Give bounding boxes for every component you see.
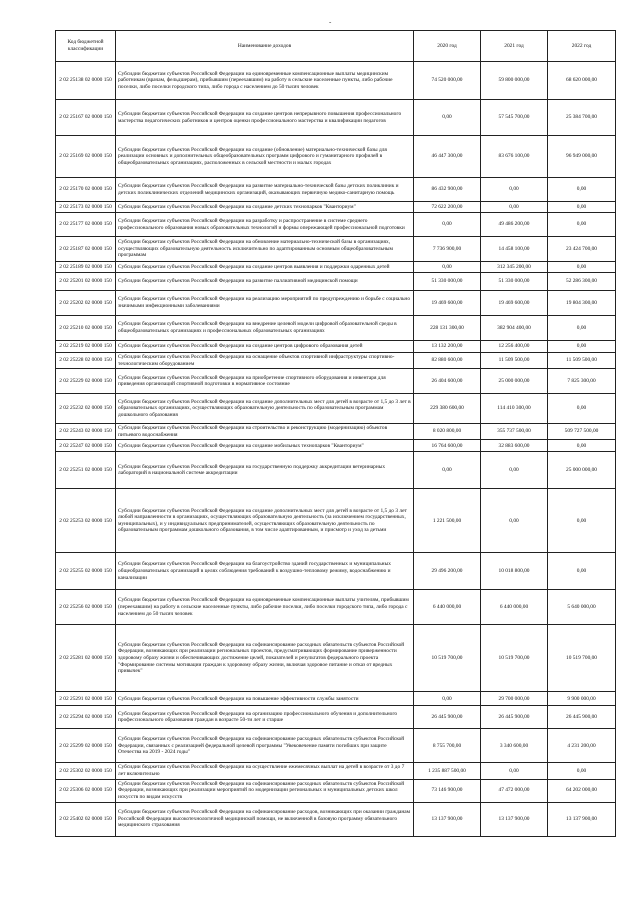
row-name-cell: Субсидии бюджетам субъектов Российской Федерации на создание центров непрерывного повышения профессионального мастерства педагогических работников и центров оценки профессионального мастерства и квалификации педагогов xyxy=(116,100,414,136)
row-value-2021-cell: 83 676 100,00 xyxy=(481,136,548,178)
row-value-2022-cell: 0,00 xyxy=(548,262,616,273)
header-2020: 2020 год xyxy=(414,31,481,62)
row-value-2020-cell: 6 440 000,00 xyxy=(414,590,481,625)
row-value-2020-cell: 0,00 xyxy=(414,262,481,273)
row-value-2020-cell: 73 146 900,00 xyxy=(414,779,481,802)
row-value-2020-cell: 13 132 200,00 xyxy=(414,341,481,353)
row-value-2020-cell: 7 736 900,00 xyxy=(414,237,481,262)
row-value-2020-cell: 229 380 600,00 xyxy=(414,394,481,424)
row-code-cell: 2 02 25189 02 0000 150 xyxy=(56,262,116,273)
row-value-2021-cell: 47 472 000,00 xyxy=(481,779,548,802)
row-value-2022-cell: 0,00 xyxy=(548,178,616,202)
table-row xyxy=(56,291,616,316)
header-2022: 2022 год xyxy=(548,31,616,62)
row-code-cell: 2 02 25228 02 0000 150 xyxy=(56,353,116,369)
row-value-2022-cell: 4 231 200,00 xyxy=(548,729,616,763)
row-value-2020-cell: 1 235 887 500,00 xyxy=(414,763,481,779)
row-name-cell: Субсидии бюджетам субъектов Российской Федерации на оснащение объектов спортивной инфраструктуры спортивно-технологическим оборудованием xyxy=(116,353,414,369)
row-value-2022-cell: 9 900 000,00 xyxy=(548,692,616,706)
row-value-2022-cell: 26 445 900,00 xyxy=(548,706,616,729)
table-row xyxy=(56,763,616,779)
row-code-cell: 2 02 25202 02 0000 150 xyxy=(56,291,116,316)
row-value-2022-cell: 96 949 000,00 xyxy=(548,136,616,178)
table-row xyxy=(56,779,616,802)
row-name-cell: Субсидии бюджетам субъектов Российской Федерации на софинансирование расходных обязательств субъектов Российской Федерации, связанных с реализацией федеральной целевой программы "Увековечение памяти погибших при защите Отечества на 2019 - 2024 годы" xyxy=(116,729,414,763)
row-name-cell: Субсидии бюджетам субъектов Российской Федерации на создание центров выявления и поддержки одаренных детей xyxy=(116,262,414,273)
row-name-cell: Субсидии бюджетам субъектов Российской Федерации на создание центров цифрового образования детей xyxy=(116,341,414,353)
row-value-2021-cell: 0,00 xyxy=(481,452,548,489)
row-code-cell: 2 02 25229 02 0000 150 xyxy=(56,369,116,394)
row-value-2020-cell: 29 496 200,00 xyxy=(414,553,481,590)
row-value-2022-cell: 23 424 700,00 xyxy=(548,237,616,262)
row-code-cell: 2 02 25302 02 0000 150 xyxy=(56,763,116,779)
table-row xyxy=(56,590,616,625)
table-row xyxy=(56,692,616,706)
row-code-cell: 2 02 25177 02 0000 150 xyxy=(56,213,116,237)
row-value-2021-cell: 11 509 500,00 xyxy=(481,353,548,369)
row-value-2020-cell: 16 764 600,00 xyxy=(414,440,481,452)
row-name-cell: Субсидии бюджетам субъектов Российской Федерации на создание дополнительных мест для детей в возрасте от 1,5 до 3 лет в образовательных организациях, осуществляющих образовательную деятельность по образовательным программам дошкольного образования xyxy=(116,394,414,424)
row-code-cell: 2 02 25138 02 0000 150 xyxy=(56,62,116,100)
row-value-2022-cell: 0,00 xyxy=(548,202,616,213)
table-row xyxy=(56,424,616,440)
row-code-cell: 2 02 25173 02 0000 150 xyxy=(56,202,116,213)
row-name-cell: Субсидии бюджетам субъектов Российской Федерации на разработку и распространение в системе среднего профессионального образования новых образовательных технологий и формы опережающей профессиональной подготовки xyxy=(116,213,414,237)
table-row xyxy=(56,178,616,202)
row-value-2021-cell: 14 458 100,00 xyxy=(481,237,548,262)
row-value-2021-cell: 13 137 900,00 xyxy=(481,802,548,836)
row-code-cell: 2 02 25294 02 0000 150 xyxy=(56,706,116,729)
row-value-2020-cell: 19 469 600,00 xyxy=(414,291,481,316)
row-value-2021-cell: 32 883 600,00 xyxy=(481,440,548,452)
row-value-2021-cell: 0,00 xyxy=(481,202,548,213)
row-value-2021-cell: 382 904 400,00 xyxy=(481,316,548,341)
row-value-2020-cell: 51 330 000,00 xyxy=(414,273,481,291)
row-name-cell: Субсидии бюджетам субъектов Российской Федерации на создание дополнительных мест для детей в возрасте от 1,5 до 3 лет любой направленности в организациях, осуществляющих образовательную деятельность (за исключением государственных, муниципальных), и у индивидуальных предпринимателей, осуществляющих образовательную деятельность по образовательным программам дошкольного образования, в том числе адаптированным, и присмотр и уход за детьми xyxy=(116,489,414,553)
row-value-2022-cell: 0,00 xyxy=(548,394,616,424)
row-value-2020-cell: 10 519 700,00 xyxy=(414,625,481,692)
table-row xyxy=(56,273,616,291)
row-value-2020-cell: 86 432 900,00 xyxy=(414,178,481,202)
table-row xyxy=(56,706,616,729)
row-name-cell: Субсидии бюджетам субъектов Российской Федерации на организацию профессионального обучения и дополнительного профессионального образования граждан в возрасте 50-ти лет и старше xyxy=(116,706,414,729)
row-name-cell: Субсидии бюджетам субъектов Российской Федерации на создание мобильных технопарков "Кванториум" xyxy=(116,440,414,452)
row-name-cell: Субсидии бюджетам субъектов Российской Федерации на реализацию мероприятий по предупреждению и борьбе с социально значимыми инфекционными заболеваниями xyxy=(116,291,414,316)
row-name-cell: Субсидии бюджетам субъектов Российской Федерации на государственную поддержку аккредитации ветеринарных лабораторий в национальной системе аккредитации xyxy=(116,452,414,489)
table-row xyxy=(56,440,616,452)
row-code-cell: 2 02 25170 02 0000 150 xyxy=(56,178,116,202)
row-name-cell: Субсидии бюджетам субъектов Российской Федерации на строительство и реконструкцию (модернизацию) объектов питьевого водоснабжения xyxy=(116,424,414,440)
row-code-cell: 2 02 25210 02 0000 150 xyxy=(56,316,116,341)
row-value-2022-cell: 7 825 300,00 xyxy=(548,369,616,394)
row-name-cell: Субсидии бюджетам субъектов Российской Федерации на обновление материально-технической базы в организациях, осуществляющих образовательную деятельность исключительно по адаптированным основным общеобразовательным программам xyxy=(116,237,414,262)
row-value-2020-cell: 46 447 300,00 xyxy=(414,136,481,178)
row-value-2021-cell: 26 445 900,00 xyxy=(481,706,548,729)
table-row xyxy=(56,213,616,237)
row-value-2021-cell: 29 700 000,00 xyxy=(481,692,548,706)
row-value-2022-cell: 0,00 xyxy=(548,763,616,779)
row-name-cell: Субсидии бюджетам субъектов Российской Федерации на единовременные компенсационные выплаты медицинским работникам (врачам, фельдшерам), прибывшим (переехавшим) на работу в сельские населенные пункты, либо рабочие поселки, либо поселки городского типа, либо города с населением до 50 тысяч человек xyxy=(116,62,414,100)
row-value-2022-cell: 13 137 900,00 xyxy=(548,802,616,836)
row-value-2021-cell: 12 256 400,00 xyxy=(481,341,548,353)
row-value-2021-cell: 355 737 500,00 xyxy=(481,424,548,440)
table-row xyxy=(56,316,616,341)
table-row xyxy=(56,62,616,100)
row-value-2022-cell: 0,00 xyxy=(548,316,616,341)
table-row xyxy=(56,341,616,353)
table-row xyxy=(56,394,616,424)
row-name-cell: Субсидии бюджетам субъектов Российской Федерации на софинансирование расходов, возникающих при оказании гражданам Российской Федерации высокотехнологичной медицинской помощи, не включенной в базовую программу обязательного медицинского страхования xyxy=(116,802,414,836)
row-value-2021-cell: 0,00 xyxy=(481,763,548,779)
row-value-2020-cell: 0,00 xyxy=(414,692,481,706)
row-name-cell: Субсидии бюджетам субъектов Российской Федерации на единовременные компенсационные выплаты учителям, прибывшим (переехавшим) на работу в сельские населенные пункты, либо рабочие поселки, либо поселки городского типа, либо города с населением до 50 тысяч человек xyxy=(116,590,414,625)
row-value-2021-cell: 57 545 700,00 xyxy=(481,100,548,136)
row-code-cell: 2 02 25306 02 0000 150 xyxy=(56,779,116,802)
row-name-cell: Субсидии бюджетам субъектов Российской Федерации на внедрение целевой модели цифровой образовательной среды в общеобразовательных организациях и профессиональных образовательных организациях xyxy=(116,316,414,341)
table-row xyxy=(56,369,616,394)
row-value-2022-cell: 25 384 700,00 xyxy=(548,100,616,136)
row-value-2021-cell: 0,00 xyxy=(481,178,548,202)
row-value-2020-cell: 74 520 000,00 xyxy=(414,62,481,100)
table-row xyxy=(56,136,616,178)
row-value-2021-cell: 6 440 000,00 xyxy=(481,590,548,625)
row-code-cell: 2 02 25243 02 0000 150 xyxy=(56,424,116,440)
header-2021: 2021 год xyxy=(481,31,548,62)
row-value-2020-cell: 82 880 600,00 xyxy=(414,353,481,369)
row-value-2021-cell: 10 519 700,00 xyxy=(481,625,548,692)
row-value-2021-cell: 3 340 600,00 xyxy=(481,729,548,763)
row-value-2021-cell: 312 345 200,00 xyxy=(481,262,548,273)
row-value-2022-cell: 11 509 500,00 xyxy=(548,353,616,369)
table-row xyxy=(56,202,616,213)
row-value-2020-cell: 8 755 700,00 xyxy=(414,729,481,763)
row-value-2021-cell: 0,00 xyxy=(481,489,548,553)
row-value-2021-cell: 25 000 000,00 xyxy=(481,369,548,394)
row-code-cell: 2 02 25201 02 0000 150 xyxy=(56,273,116,291)
row-name-cell: Субсидии бюджетам субъектов Российской Федерации на создание детских технопарков "Кванториум" xyxy=(116,202,414,213)
row-code-cell: 2 02 25232 02 0000 150 xyxy=(56,394,116,424)
row-code-cell: 2 02 25219 02 0000 150 xyxy=(56,341,116,353)
page-separator-mark: - xyxy=(329,18,332,26)
row-name-cell: Субсидии бюджетам субъектов Российской Федерации на софинансирование расходных обязательств субъектов Российской Федерации, возникающих при реализации региональных проектов, предусматривающих формирование приверженности здоровому образу жизни и обеспечивающих достижение целей, показателей и результатов федерального проекта "Формирование системы мотивации граждан к здоровому образу жизни, включая здоровое питание и отказ от вредных привычек" xyxy=(116,625,414,692)
row-value-2021-cell: 49 486 200,00 xyxy=(481,213,548,237)
row-name-cell: Субсидии бюджетам субъектов Российской Федерации на развитие материально-технической базы детских поликлиник и детских поликлинических отделений медицинских организаций, оказывающих первичную медико-санитарную помощь xyxy=(116,178,414,202)
table-row xyxy=(56,100,616,136)
row-name-cell: Субсидии бюджетам субъектов Российской Федерации на благоустройство зданий государственных и муниципальных общеобразовательных организаций в целях соблюдения требований к воздушно-тепловому режиму, водоснабжению и канализации xyxy=(116,553,414,590)
row-value-2022-cell: 0,00 xyxy=(548,341,616,353)
row-value-2020-cell: 72 622 200,00 xyxy=(414,202,481,213)
table-row xyxy=(56,802,616,836)
table-row xyxy=(56,262,616,273)
row-value-2021-cell: 51 330 000,00 xyxy=(481,273,548,291)
row-code-cell: 2 02 25251 02 0000 150 xyxy=(56,452,116,489)
table-row xyxy=(56,729,616,763)
row-value-2021-cell: 19 469 600,00 xyxy=(481,291,548,316)
row-name-cell: Субсидии бюджетам субъектов Российской Федерации на повышение эффективности службы занятости xyxy=(116,692,414,706)
row-value-2022-cell: 19 804 300,00 xyxy=(548,291,616,316)
row-value-2020-cell: 8 020 800,00 xyxy=(414,424,481,440)
row-value-2022-cell: 5 640 000,00 xyxy=(548,590,616,625)
row-code-cell: 2 02 25167 02 0000 150 xyxy=(56,100,116,136)
row-value-2022-cell: 64 202 000,00 xyxy=(548,779,616,802)
header-code: Код бюджетной классификации xyxy=(56,31,116,62)
row-value-2021-cell: 10 018 800,00 xyxy=(481,553,548,590)
row-value-2020-cell: 0,00 xyxy=(414,213,481,237)
table-row xyxy=(56,237,616,262)
row-value-2022-cell: 0,00 xyxy=(548,489,616,553)
row-value-2022-cell: 68 620 000,00 xyxy=(548,62,616,100)
row-value-2020-cell: 26 404 600,00 xyxy=(414,369,481,394)
table-row xyxy=(56,625,616,692)
row-value-2022-cell: 10 519 700,00 xyxy=(548,625,616,692)
row-value-2022-cell: 52 286 300,00 xyxy=(548,273,616,291)
row-code-cell: 2 02 25187 02 0000 150 xyxy=(56,237,116,262)
header-name: Наименование доходов xyxy=(116,31,414,62)
row-value-2020-cell: 13 137 900,00 xyxy=(414,802,481,836)
table-row xyxy=(56,553,616,590)
row-code-cell: 2 02 25281 02 0000 150 xyxy=(56,625,116,692)
row-code-cell: 2 02 25169 02 0000 150 xyxy=(56,136,116,178)
row-value-2020-cell: 228 131 300,00 xyxy=(414,316,481,341)
row-name-cell: Субсидии бюджетам субъектов Российской Федерации на приобретение спортивного оборудования и инвентаря для приведения организаций спортивной подготовки в нормативное состояние xyxy=(116,369,414,394)
row-code-cell: 2 02 25256 02 0000 150 xyxy=(56,590,116,625)
row-value-2022-cell: 509 727 500,00 xyxy=(548,424,616,440)
budget-income-table xyxy=(55,30,616,837)
row-value-2022-cell: 0,00 xyxy=(548,213,616,237)
row-value-2020-cell: 0,00 xyxy=(414,100,481,136)
row-value-2022-cell: 0,00 xyxy=(548,553,616,590)
table-row xyxy=(56,452,616,489)
row-value-2021-cell: 59 800 000,00 xyxy=(481,62,548,100)
row-value-2022-cell: 25 000 000,00 xyxy=(548,452,616,489)
row-code-cell: 2 02 25299 02 0000 150 xyxy=(56,729,116,763)
row-value-2020-cell: 0,00 xyxy=(414,452,481,489)
row-value-2020-cell: 1 221 500,00 xyxy=(414,489,481,553)
row-code-cell: 2 02 25255 02 0000 150 xyxy=(56,553,116,590)
row-code-cell: 2 02 25247 02 0000 150 xyxy=(56,440,116,452)
row-name-cell: Субсидии бюджетам субъектов Российской Федерации на создание (обновление) материально-технической базы для реализации основных и дополнительных общеобразовательных программ цифрового и гуманитарного профилей в общеобразовательных организациях, расположенных в сельской местности и малых городах xyxy=(116,136,414,178)
table-row xyxy=(56,353,616,369)
row-name-cell: Субсидии бюджетам субъектов Российской Федерации на осуществление ежемесячных выплат на детей в возрасте от 3 до 7 лет включительно xyxy=(116,763,414,779)
table-row xyxy=(56,489,616,553)
row-code-cell: 2 02 25291 02 0000 150 xyxy=(56,692,116,706)
row-value-2020-cell: 26 445 900,00 xyxy=(414,706,481,729)
row-code-cell: 2 02 25402 02 0000 150 xyxy=(56,802,116,836)
row-code-cell: 2 02 25253 02 0000 150 xyxy=(56,489,116,553)
row-name-cell: Субсидии бюджетам субъектов Российской Федерации на развитие паллиативной медицинской помощи xyxy=(116,273,414,291)
table-header-row xyxy=(56,31,616,62)
row-value-2022-cell: 0,00 xyxy=(548,440,616,452)
row-name-cell: Субсидии бюджетам субъектов Российской Федерации на софинансирование расходных обязательств субъектов Российской Федерации, возникающих при реализации мероприятий по модернизации региональных и муниципальных детских школ искусств по видам искусств xyxy=(116,779,414,802)
row-value-2021-cell: 114 410 300,00 xyxy=(481,394,548,424)
